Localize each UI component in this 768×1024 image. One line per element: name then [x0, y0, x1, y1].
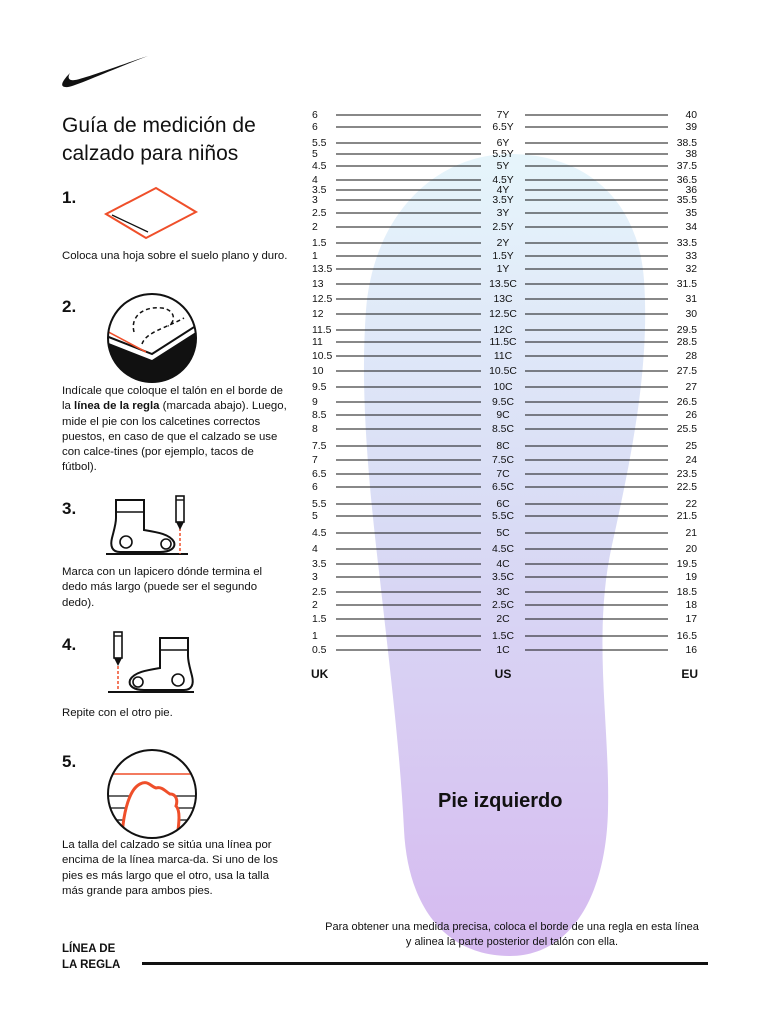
- us-size: 3.5C: [492, 572, 514, 583]
- size-row: [312, 195, 697, 206]
- size-row: [312, 149, 697, 160]
- us-size: 1.5C: [492, 631, 514, 642]
- paper-sheet-icon: [100, 182, 200, 242]
- eu-size: 33.5: [676, 238, 697, 249]
- us-size: 6C: [496, 499, 510, 510]
- eu-size: 34: [685, 222, 697, 233]
- eu-size: 18.5: [676, 587, 697, 598]
- us-size: 13.5C: [489, 279, 517, 290]
- uk-size: 1.5: [312, 238, 327, 249]
- uk-size: 8.5: [312, 410, 327, 421]
- us-size: 8.5C: [492, 424, 514, 435]
- step-2-number: 2.: [62, 297, 77, 316]
- uk-size: 6: [312, 122, 318, 133]
- uk-size: 4.5: [312, 528, 327, 539]
- step-1-number: 1.: [62, 188, 77, 207]
- uk-size: 12.5: [312, 294, 333, 305]
- uk-size: 7.5: [312, 441, 327, 452]
- us-size: 11.5C: [489, 337, 517, 348]
- foot-label: Pie izquierdo: [438, 790, 563, 812]
- us-size: 12C: [493, 325, 513, 336]
- size-row: [312, 455, 697, 466]
- eu-size: 17: [685, 614, 697, 625]
- ruler-line-label-line2: LA REGLA: [62, 959, 121, 971]
- uk-size: 5: [312, 511, 318, 522]
- eu-size: 25.5: [676, 424, 697, 435]
- uk-size: 9: [312, 397, 318, 408]
- size-row: [312, 366, 697, 377]
- uk-size: 11.5: [312, 325, 332, 336]
- size-row: [312, 208, 697, 219]
- us-size: 6.5Y: [492, 122, 514, 133]
- eu-size: 23.5: [676, 469, 697, 480]
- eu-size: 33: [685, 251, 697, 262]
- us-size: 3C: [496, 587, 510, 598]
- uk-size: 8: [312, 424, 318, 435]
- us-size: 2.5Y: [492, 222, 514, 233]
- size-row: [312, 424, 697, 435]
- eu-size: 40: [685, 110, 697, 121]
- eu-size: 27.5: [676, 366, 697, 377]
- uk-size: 9.5: [312, 382, 327, 393]
- us-size: 4.5C: [492, 544, 514, 555]
- eu-size: 36.5: [676, 175, 697, 186]
- size-row: [312, 645, 697, 656]
- heel-on-ruler-icon: [106, 292, 198, 384]
- us-size: 13C: [493, 294, 513, 305]
- uk-size: 6.5: [312, 469, 327, 480]
- step-1-text: Coloca una hoja sobre el suelo plano y duro.: [62, 250, 288, 262]
- uk-size: 13: [312, 279, 324, 290]
- size-row: [312, 222, 697, 233]
- eu-size: 16: [685, 645, 697, 656]
- step-3-number: 3.: [62, 499, 77, 518]
- us-size: 6.5C: [492, 482, 514, 493]
- size-row: [312, 600, 697, 611]
- uk-header: UK: [311, 667, 329, 681]
- us-size: 11C: [493, 351, 513, 362]
- eu-size: 18: [685, 600, 697, 611]
- uk-size: 5: [312, 149, 318, 160]
- size-row: [312, 309, 697, 320]
- uk-size: 10: [312, 366, 324, 377]
- size-chart: [300, 100, 720, 700]
- eu-size: 36: [685, 185, 697, 196]
- uk-size: 5.5: [312, 499, 327, 510]
- us-size: 1Y: [496, 264, 510, 275]
- us-size: 7C: [496, 469, 510, 480]
- step-3-text: Marca con un lapicero dónde termina el dedo más largo (puede ser el segundo dedo).: [62, 566, 263, 609]
- size-row: [312, 161, 697, 172]
- eu-size: 20: [685, 544, 697, 555]
- eu-size: 31.5: [676, 279, 697, 290]
- eu-size: 21: [685, 528, 697, 539]
- size-row: [312, 138, 697, 149]
- uk-size: 2: [312, 600, 318, 611]
- eu-size: 31: [685, 294, 697, 305]
- us-size: 1.5Y: [492, 251, 514, 262]
- size-row: [312, 559, 697, 570]
- size-row: [312, 264, 697, 275]
- step-2-text: Indícale que coloque el talón en el borde de la línea de la regla (marcada abajo). Luego, mide el pie con los calcetines correctos puestos, en caso de que el calzado se use con calce-tines (por ejemplo, tacos de fútbol).: [62, 385, 287, 474]
- size-row: [312, 110, 697, 121]
- step-5-number: 5.: [62, 752, 77, 771]
- eu-size: 19: [685, 572, 697, 583]
- eu-size: 24: [685, 455, 697, 466]
- sock-and-pencil-repeat-icon: [104, 628, 196, 698]
- uk-size: 1: [312, 631, 318, 642]
- us-size: 4C: [496, 559, 510, 570]
- size-row: [312, 337, 697, 348]
- eu-size: 35.5: [676, 195, 697, 206]
- uk-size: 13.5: [312, 264, 333, 275]
- us-size: 4Y: [496, 185, 510, 196]
- size-row: [312, 251, 697, 262]
- us-size: 2.5C: [492, 600, 514, 611]
- step-5-text: La talla del calzado se sitúa una línea por encima de la línea marca-da. Si uno de los pies es más largo que el otro, usa la talla más grande para ambos pies.: [62, 839, 278, 897]
- size-row: [312, 528, 697, 539]
- uk-size: 1: [312, 251, 318, 262]
- ruler-instruction-note: Para obtener una medida precisa, coloca el borde de una regla en esta línea y alinea la parte posterior del talón con ella.: [325, 921, 699, 948]
- ruler-line: [142, 962, 708, 965]
- uk-size: 3.5: [312, 185, 327, 196]
- uk-size: 3.5: [312, 559, 327, 570]
- size-row: [312, 238, 697, 249]
- us-size: 3.5Y: [492, 195, 514, 206]
- eu-size: 27: [685, 382, 697, 393]
- eu-size: 22: [685, 499, 697, 510]
- uk-size: 6: [312, 482, 318, 493]
- eu-size: 39: [685, 122, 697, 133]
- us-size: 7Y: [496, 110, 510, 121]
- eu-size: 21.5: [676, 511, 697, 522]
- us-size: 5Y: [496, 161, 510, 172]
- size-row: [312, 294, 697, 305]
- size-row: [312, 351, 697, 362]
- step-4-number: 4.: [62, 635, 77, 654]
- size-row: [312, 469, 697, 480]
- eu-size: 29.5: [676, 325, 697, 336]
- step-4-text: Repite con el otro pie.: [62, 707, 173, 719]
- uk-size: 5.5: [312, 138, 327, 149]
- size-row: [312, 511, 697, 522]
- uk-size: 12: [312, 309, 324, 320]
- uk-size: 6: [312, 110, 318, 121]
- us-size: 5C: [496, 528, 510, 539]
- uk-size: 1.5: [312, 614, 327, 625]
- us-size: 4.5Y: [492, 175, 514, 186]
- nike-swoosh-logo: [58, 54, 148, 88]
- us-size: 12.5C: [489, 309, 517, 320]
- ruler-line-label: [62, 941, 142, 973]
- eu-size: 38: [685, 149, 697, 160]
- eu-size: 16.5: [676, 631, 697, 642]
- us-header: US: [494, 667, 512, 681]
- eu-size: 32: [685, 264, 697, 275]
- us-size: 5.5C: [492, 511, 514, 522]
- us-size: 5.5Y: [492, 149, 514, 160]
- size-row: [312, 410, 697, 421]
- uk-size: 4: [312, 544, 318, 555]
- us-size: 1C: [496, 645, 510, 656]
- eu-size: 26.5: [676, 397, 697, 408]
- eu-size: 37.5: [676, 161, 697, 172]
- eu-size: 28.5: [676, 337, 697, 348]
- eu-header: EU: [681, 667, 698, 681]
- eu-size: 30: [685, 309, 697, 320]
- eu-size: 26: [685, 410, 697, 421]
- size-row: [312, 631, 697, 642]
- uk-size: 11: [312, 337, 323, 348]
- uk-size: 3: [312, 572, 318, 583]
- size-row: [312, 499, 697, 510]
- size-row: [312, 614, 697, 625]
- uk-size: 2: [312, 222, 318, 233]
- us-size: 10C: [493, 382, 513, 393]
- eu-size: 38.5: [676, 138, 697, 149]
- uk-size: 0.5: [312, 645, 327, 656]
- us-size: 9C: [496, 410, 510, 421]
- eu-size: 19.5: [676, 559, 697, 570]
- uk-size: 4: [312, 175, 318, 186]
- us-size: 2Y: [496, 238, 510, 249]
- uk-size: 3: [312, 195, 318, 206]
- sock-and-pencil-icon: [104, 490, 196, 560]
- us-size: 9.5C: [492, 397, 514, 408]
- us-size: 2C: [496, 614, 510, 625]
- toe-mark-lines-icon: [106, 748, 198, 840]
- size-row: [312, 572, 697, 583]
- size-row: [312, 482, 697, 493]
- uk-size: 7: [312, 455, 318, 466]
- uk-size: 10.5: [312, 351, 333, 362]
- page-title: Guía de medición de calzado para niños: [62, 114, 256, 165]
- eu-size: 25: [685, 441, 697, 452]
- size-row: [312, 441, 697, 452]
- size-row: [312, 587, 697, 598]
- size-row: [312, 279, 697, 290]
- size-row: [312, 544, 697, 555]
- eu-size: 35: [685, 208, 697, 219]
- us-size: 6Y: [496, 138, 510, 149]
- us-size: 10.5C: [489, 366, 517, 377]
- size-row: [312, 397, 697, 408]
- us-size: 8C: [496, 441, 510, 452]
- uk-size: 4.5: [312, 161, 327, 172]
- uk-size: 2.5: [312, 587, 327, 598]
- uk-size: 2.5: [312, 208, 327, 219]
- size-row: [312, 122, 697, 133]
- eu-size: 22.5: [676, 482, 697, 493]
- ruler-line-label-line1: LÍNEA DE: [62, 943, 116, 955]
- eu-size: 28: [685, 351, 697, 362]
- size-row: [312, 325, 697, 336]
- us-size: 7.5C: [492, 455, 514, 466]
- size-row: [312, 382, 697, 393]
- us-size: 3Y: [496, 208, 510, 219]
